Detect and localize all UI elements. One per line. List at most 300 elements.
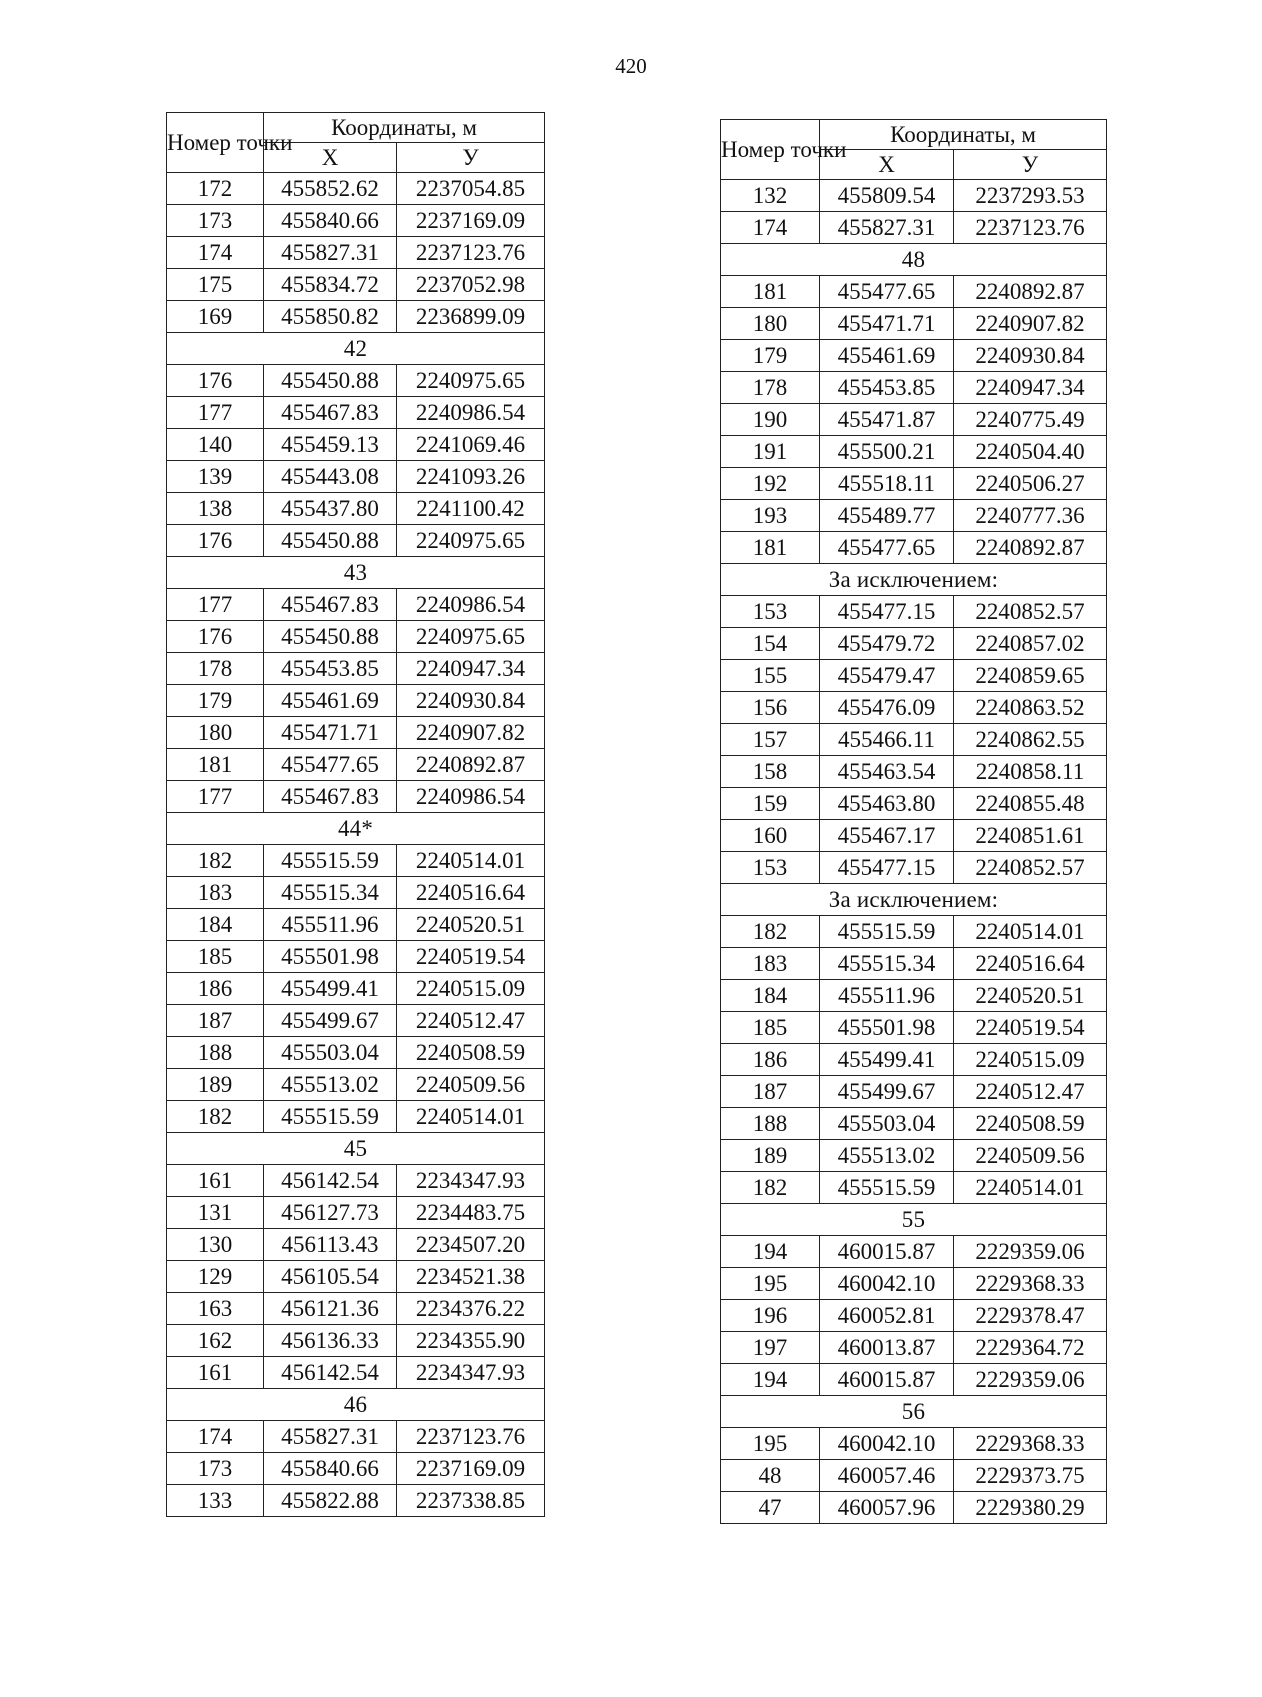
y-coordinate-cell: 2240930.84 <box>397 685 545 717</box>
x-coordinate-cell: 455503.04 <box>264 1037 397 1069</box>
x-coordinate-cell: 455463.54 <box>820 756 954 788</box>
table-row <box>167 1069 545 1101</box>
y-coordinate-cell: 2236899.09 <box>397 301 545 333</box>
table-row <box>721 500 1107 532</box>
x-coordinate-cell: 455515.59 <box>264 845 397 877</box>
table-row <box>721 1108 1107 1140</box>
x-coordinate-cell: 455850.82 <box>264 301 397 333</box>
x-coordinate-cell: 455477.15 <box>820 852 954 884</box>
section-row <box>721 1204 1107 1236</box>
y-coordinate-cell: 2240514.01 <box>397 845 545 877</box>
y-coordinate-cell: 2229368.33 <box>954 1428 1107 1460</box>
y-coordinate-cell: 2240975.65 <box>397 525 545 557</box>
x-coordinate-cell: 455443.08 <box>264 461 397 493</box>
x-coordinate-cell: 455840.66 <box>264 1453 397 1485</box>
x-coordinate-cell: 455467.83 <box>264 589 397 621</box>
point-number-cell: 48 <box>721 1460 820 1492</box>
y-coordinate-cell: 2240520.51 <box>397 909 545 941</box>
x-coordinate-cell: 455453.85 <box>264 653 397 685</box>
y-coordinate-cell: 2240515.09 <box>397 973 545 1005</box>
x-coordinate-cell: 456121.36 <box>264 1293 397 1325</box>
point-number-cell: 138 <box>167 493 264 525</box>
y-coordinate-cell: 2240975.65 <box>397 365 545 397</box>
x-coordinate-cell: 455515.59 <box>820 1172 954 1204</box>
section-label: За исключением: <box>721 564 1107 596</box>
x-coordinate-cell: 455477.65 <box>820 276 954 308</box>
table-row <box>167 1005 545 1037</box>
y-coordinate-cell: 2240514.01 <box>954 1172 1107 1204</box>
y-coordinate-cell: 2240512.47 <box>397 1005 545 1037</box>
y-coordinate-cell: 2240514.01 <box>954 916 1107 948</box>
point-number-cell: 178 <box>167 653 264 685</box>
y-coordinate-cell: 2229368.33 <box>954 1268 1107 1300</box>
point-number-cell: 129 <box>167 1261 264 1293</box>
x-coordinate-cell: 455477.65 <box>264 749 397 781</box>
y-coordinate-cell: 2234376.22 <box>397 1293 545 1325</box>
table-row <box>721 788 1107 820</box>
x-coordinate-cell: 455515.59 <box>264 1101 397 1133</box>
point-number-cell: 178 <box>721 372 820 404</box>
x-coordinate-cell: 455834.72 <box>264 269 397 301</box>
point-number-cell: 188 <box>167 1037 264 1069</box>
table-row <box>721 660 1107 692</box>
y-coordinate-cell: 2240514.01 <box>397 1101 545 1133</box>
point-number-cell: 163 <box>167 1293 264 1325</box>
table-row <box>721 180 1107 212</box>
x-coordinate-cell: 455499.67 <box>264 1005 397 1037</box>
point-number-cell: 130 <box>167 1229 264 1261</box>
section-label: 56 <box>721 1396 1107 1428</box>
y-coordinate-cell: 2240777.36 <box>954 500 1107 532</box>
x-coordinate-cell: 455479.72 <box>820 628 954 660</box>
point-number-cell: 182 <box>721 1172 820 1204</box>
x-coordinate-cell: 455827.31 <box>264 1421 397 1453</box>
point-number-cell: 195 <box>721 1428 820 1460</box>
point-number-cell: 154 <box>721 628 820 660</box>
table-row <box>721 1140 1107 1172</box>
point-number-cell: 187 <box>167 1005 264 1037</box>
point-number-cell: 155 <box>721 660 820 692</box>
x-coordinate-cell: 455461.69 <box>264 685 397 717</box>
table-row <box>167 685 545 717</box>
table-row <box>167 877 545 909</box>
table-row <box>721 756 1107 788</box>
x-coordinate-cell: 455499.41 <box>264 973 397 1005</box>
section-row <box>167 1133 545 1165</box>
coordinates-table-left <box>166 112 545 1517</box>
y-coordinate-cell: 2234355.90 <box>397 1325 545 1357</box>
point-number-cell: 140 <box>167 429 264 461</box>
x-coordinate-cell: 455500.21 <box>820 436 954 468</box>
point-number-cell: 190 <box>721 404 820 436</box>
x-coordinate-cell: 456113.43 <box>264 1229 397 1261</box>
x-coordinate-cell: 455852.62 <box>264 173 397 205</box>
table-row <box>167 1453 545 1485</box>
x-coordinate-cell: 455467.17 <box>820 820 954 852</box>
point-number-cell: 158 <box>721 756 820 788</box>
table-body-left <box>167 173 545 1517</box>
x-coordinate-cell: 455513.02 <box>820 1140 954 1172</box>
header-y: У <box>397 143 545 173</box>
header-point-number: Номер точки <box>167 113 264 173</box>
header-y: У <box>954 150 1107 180</box>
header-coordinates: Координаты, м <box>820 120 1107 150</box>
table-row <box>167 1165 545 1197</box>
point-number-cell: 187 <box>721 1076 820 1108</box>
x-coordinate-cell: 455827.31 <box>820 212 954 244</box>
y-coordinate-cell: 2240519.54 <box>954 1012 1107 1044</box>
y-coordinate-cell: 2237123.76 <box>954 212 1107 244</box>
point-number-cell: 172 <box>167 173 264 205</box>
x-coordinate-cell: 455477.65 <box>820 532 954 564</box>
x-coordinate-cell: 455476.09 <box>820 692 954 724</box>
x-coordinate-cell: 455827.31 <box>264 237 397 269</box>
y-coordinate-cell: 2237169.09 <box>397 1453 545 1485</box>
table-row <box>721 596 1107 628</box>
table-row <box>721 276 1107 308</box>
point-number-cell: 184 <box>167 909 264 941</box>
x-coordinate-cell: 460042.10 <box>820 1268 954 1300</box>
point-number-cell: 174 <box>721 212 820 244</box>
table-row <box>167 621 545 653</box>
point-number-cell: 159 <box>721 788 820 820</box>
x-coordinate-cell: 460052.81 <box>820 1300 954 1332</box>
y-coordinate-cell: 2229380.29 <box>954 1492 1107 1524</box>
y-coordinate-cell: 2240947.34 <box>397 653 545 685</box>
header-x: Х <box>264 143 397 173</box>
table-row <box>721 852 1107 884</box>
section-row <box>167 333 545 365</box>
y-coordinate-cell: 2240775.49 <box>954 404 1107 436</box>
y-coordinate-cell: 2229359.06 <box>954 1364 1107 1396</box>
table-row <box>167 1485 545 1517</box>
y-coordinate-cell: 2240947.34 <box>954 372 1107 404</box>
table-row <box>167 525 545 557</box>
point-number-cell: 181 <box>721 276 820 308</box>
table-row <box>721 724 1107 756</box>
y-coordinate-cell: 2240859.65 <box>954 660 1107 692</box>
x-coordinate-cell: 455479.47 <box>820 660 954 692</box>
point-number-cell: 132 <box>721 180 820 212</box>
section-label: 43 <box>167 557 545 589</box>
section-row <box>721 564 1107 596</box>
x-coordinate-cell: 455518.11 <box>820 468 954 500</box>
table-row <box>721 948 1107 980</box>
table-row <box>721 1172 1107 1204</box>
table-row <box>167 1229 545 1261</box>
coordinates-table-right <box>720 119 1107 1524</box>
x-coordinate-cell: 460013.87 <box>820 1332 954 1364</box>
point-number-cell: 179 <box>167 685 264 717</box>
table-row <box>167 909 545 941</box>
x-coordinate-cell: 455501.98 <box>820 1012 954 1044</box>
x-coordinate-cell: 455489.77 <box>820 500 954 532</box>
point-number-cell: 161 <box>167 1165 264 1197</box>
y-coordinate-cell: 2241100.42 <box>397 493 545 525</box>
y-coordinate-cell: 2240858.11 <box>954 756 1107 788</box>
table-body-right <box>721 180 1107 1524</box>
point-number-cell: 47 <box>721 1492 820 1524</box>
y-coordinate-cell: 2240930.84 <box>954 340 1107 372</box>
table-row <box>167 653 545 685</box>
y-coordinate-cell: 2240516.64 <box>954 948 1107 980</box>
y-coordinate-cell: 2240516.64 <box>397 877 545 909</box>
y-coordinate-cell: 2234347.93 <box>397 1357 545 1389</box>
table-row <box>721 1076 1107 1108</box>
y-coordinate-cell: 2240512.47 <box>954 1076 1107 1108</box>
table-row <box>167 1037 545 1069</box>
section-label: 44* <box>167 813 545 845</box>
table-row <box>167 1325 545 1357</box>
x-coordinate-cell: 455450.88 <box>264 525 397 557</box>
x-coordinate-cell: 456127.73 <box>264 1197 397 1229</box>
table-row <box>167 301 545 333</box>
x-coordinate-cell: 455459.13 <box>264 429 397 461</box>
x-coordinate-cell: 455501.98 <box>264 941 397 973</box>
table-row <box>167 717 545 749</box>
point-number-cell: 174 <box>167 1421 264 1453</box>
y-coordinate-cell: 2234521.38 <box>397 1261 545 1293</box>
y-coordinate-cell: 2229373.75 <box>954 1460 1107 1492</box>
table-row <box>721 436 1107 468</box>
table-row <box>167 973 545 1005</box>
point-number-cell: 160 <box>721 820 820 852</box>
y-coordinate-cell: 2240508.59 <box>954 1108 1107 1140</box>
header-x: Х <box>820 150 954 180</box>
table-row <box>721 1012 1107 1044</box>
point-number-cell: 186 <box>167 973 264 1005</box>
table-row <box>167 205 545 237</box>
point-number-cell: 180 <box>167 717 264 749</box>
point-number-cell: 153 <box>721 852 820 884</box>
x-coordinate-cell: 455822.88 <box>264 1485 397 1517</box>
header-point-number: Номер точки <box>721 120 820 180</box>
x-coordinate-cell: 456142.54 <box>264 1165 397 1197</box>
x-coordinate-cell: 455463.80 <box>820 788 954 820</box>
point-number-cell: 139 <box>167 461 264 493</box>
point-number-cell: 174 <box>167 237 264 269</box>
point-number-cell: 182 <box>721 916 820 948</box>
section-row <box>721 1396 1107 1428</box>
y-coordinate-cell: 2237293.53 <box>954 180 1107 212</box>
table-row <box>721 692 1107 724</box>
x-coordinate-cell: 456136.33 <box>264 1325 397 1357</box>
point-number-cell: 182 <box>167 1101 264 1133</box>
section-row <box>167 557 545 589</box>
y-coordinate-cell: 2240509.56 <box>954 1140 1107 1172</box>
table-row <box>721 1268 1107 1300</box>
x-coordinate-cell: 455471.87 <box>820 404 954 436</box>
point-number-cell: 182 <box>167 845 264 877</box>
point-number-cell: 195 <box>721 1268 820 1300</box>
x-coordinate-cell: 460042.10 <box>820 1428 954 1460</box>
y-coordinate-cell: 2229364.72 <box>954 1332 1107 1364</box>
table-row <box>167 365 545 397</box>
table-row <box>721 820 1107 852</box>
table-row <box>167 173 545 205</box>
table-row <box>167 1293 545 1325</box>
point-number-cell: 192 <box>721 468 820 500</box>
y-coordinate-cell: 2237169.09 <box>397 205 545 237</box>
x-coordinate-cell: 455515.59 <box>820 916 954 948</box>
table-row <box>167 237 545 269</box>
point-number-cell: 194 <box>721 1364 820 1396</box>
point-number-cell: 161 <box>167 1357 264 1389</box>
point-number-cell: 189 <box>167 1069 264 1101</box>
table-row <box>167 429 545 461</box>
table-row <box>721 532 1107 564</box>
y-coordinate-cell: 2240851.61 <box>954 820 1107 852</box>
table-row <box>721 916 1107 948</box>
x-coordinate-cell: 455499.67 <box>820 1076 954 1108</box>
y-coordinate-cell: 2240519.54 <box>397 941 545 973</box>
y-coordinate-cell: 2240975.65 <box>397 621 545 653</box>
y-coordinate-cell: 2240892.87 <box>954 276 1107 308</box>
table-row <box>721 1428 1107 1460</box>
point-number-cell: 191 <box>721 436 820 468</box>
x-coordinate-cell: 455840.66 <box>264 205 397 237</box>
point-number-cell: 162 <box>167 1325 264 1357</box>
y-coordinate-cell: 2237123.76 <box>397 1421 545 1453</box>
x-coordinate-cell: 455511.96 <box>820 980 954 1012</box>
section-row <box>721 244 1107 276</box>
y-coordinate-cell: 2240986.54 <box>397 397 545 429</box>
point-number-cell: 197 <box>721 1332 820 1364</box>
table-row <box>721 468 1107 500</box>
table-row <box>721 1364 1107 1396</box>
y-coordinate-cell: 2234347.93 <box>397 1165 545 1197</box>
section-label: 55 <box>721 1204 1107 1236</box>
x-coordinate-cell: 455466.11 <box>820 724 954 756</box>
x-coordinate-cell: 455467.83 <box>264 397 397 429</box>
table-row <box>167 397 545 429</box>
section-row <box>167 813 545 845</box>
y-coordinate-cell: 2240892.87 <box>397 749 545 781</box>
point-number-cell: 185 <box>721 1012 820 1044</box>
point-number-cell: 157 <box>721 724 820 756</box>
point-number-cell: 133 <box>167 1485 264 1517</box>
x-coordinate-cell: 455477.15 <box>820 596 954 628</box>
x-coordinate-cell: 455511.96 <box>264 909 397 941</box>
table-row <box>167 1421 545 1453</box>
x-coordinate-cell: 455461.69 <box>820 340 954 372</box>
point-number-cell: 183 <box>167 877 264 909</box>
point-number-cell: 177 <box>167 397 264 429</box>
y-coordinate-cell: 2240504.40 <box>954 436 1107 468</box>
table-row <box>167 845 545 877</box>
x-coordinate-cell: 455471.71 <box>264 717 397 749</box>
x-coordinate-cell: 455450.88 <box>264 621 397 653</box>
point-number-cell: 177 <box>167 781 264 813</box>
point-number-cell: 153 <box>721 596 820 628</box>
page-number: 420 <box>615 54 647 78</box>
y-coordinate-cell: 2240857.02 <box>954 628 1107 660</box>
table-row <box>167 1261 545 1293</box>
table-row <box>167 461 545 493</box>
y-coordinate-cell: 2237123.76 <box>397 237 545 269</box>
y-coordinate-cell: 2240907.82 <box>954 308 1107 340</box>
table-row <box>721 1332 1107 1364</box>
point-number-cell: 156 <box>721 692 820 724</box>
y-coordinate-cell: 2240863.52 <box>954 692 1107 724</box>
x-coordinate-cell: 460015.87 <box>820 1364 954 1396</box>
point-number-cell: 196 <box>721 1300 820 1332</box>
table-row <box>721 212 1107 244</box>
y-coordinate-cell: 2240862.55 <box>954 724 1107 756</box>
point-number-cell: 194 <box>721 1236 820 1268</box>
point-number-cell: 176 <box>167 525 264 557</box>
header-coordinates: Координаты, м <box>264 113 545 143</box>
x-coordinate-cell: 455499.41 <box>820 1044 954 1076</box>
y-coordinate-cell: 2240509.56 <box>397 1069 545 1101</box>
point-number-cell: 175 <box>167 269 264 301</box>
table-row <box>167 1357 545 1389</box>
y-coordinate-cell: 2240852.57 <box>954 852 1107 884</box>
point-number-cell: 185 <box>167 941 264 973</box>
y-coordinate-cell: 2240892.87 <box>954 532 1107 564</box>
point-number-cell: 173 <box>167 1453 264 1485</box>
y-coordinate-cell: 2240852.57 <box>954 596 1107 628</box>
point-number-cell: 183 <box>721 948 820 980</box>
table-row <box>167 1197 545 1229</box>
x-coordinate-cell: 455503.04 <box>820 1108 954 1140</box>
table-row <box>167 589 545 621</box>
x-coordinate-cell: 456142.54 <box>264 1357 397 1389</box>
point-number-cell: 176 <box>167 621 264 653</box>
point-number-cell: 189 <box>721 1140 820 1172</box>
point-number-cell: 181 <box>721 532 820 564</box>
x-coordinate-cell: 455437.80 <box>264 493 397 525</box>
point-number-cell: 177 <box>167 589 264 621</box>
y-coordinate-cell: 2229359.06 <box>954 1236 1107 1268</box>
x-coordinate-cell: 460015.87 <box>820 1236 954 1268</box>
table-row <box>167 941 545 973</box>
table-row <box>721 404 1107 436</box>
point-number-cell: 179 <box>721 340 820 372</box>
section-row <box>721 884 1107 916</box>
table-row <box>721 340 1107 372</box>
table-row <box>167 493 545 525</box>
table-row <box>167 1101 545 1133</box>
y-coordinate-cell: 2229378.47 <box>954 1300 1107 1332</box>
table-row <box>167 781 545 813</box>
point-number-cell: 169 <box>167 301 264 333</box>
point-number-cell: 176 <box>167 365 264 397</box>
point-number-cell: 188 <box>721 1108 820 1140</box>
y-coordinate-cell: 2240506.27 <box>954 468 1107 500</box>
x-coordinate-cell: 460057.96 <box>820 1492 954 1524</box>
y-coordinate-cell: 2240986.54 <box>397 781 545 813</box>
x-coordinate-cell: 455515.34 <box>820 948 954 980</box>
y-coordinate-cell: 2240515.09 <box>954 1044 1107 1076</box>
section-row <box>167 1389 545 1421</box>
x-coordinate-cell: 455471.71 <box>820 308 954 340</box>
point-number-cell: 184 <box>721 980 820 1012</box>
point-number-cell: 131 <box>167 1197 264 1229</box>
table-row <box>721 1300 1107 1332</box>
section-label: 45 <box>167 1133 545 1165</box>
x-coordinate-cell: 460057.46 <box>820 1460 954 1492</box>
point-number-cell: 181 <box>167 749 264 781</box>
table-row <box>721 308 1107 340</box>
point-number-cell: 193 <box>721 500 820 532</box>
y-coordinate-cell: 2240508.59 <box>397 1037 545 1069</box>
x-coordinate-cell: 456105.54 <box>264 1261 397 1293</box>
table-row <box>721 1460 1107 1492</box>
x-coordinate-cell: 455453.85 <box>820 372 954 404</box>
table-row <box>721 1044 1107 1076</box>
y-coordinate-cell: 2237052.98 <box>397 269 545 301</box>
